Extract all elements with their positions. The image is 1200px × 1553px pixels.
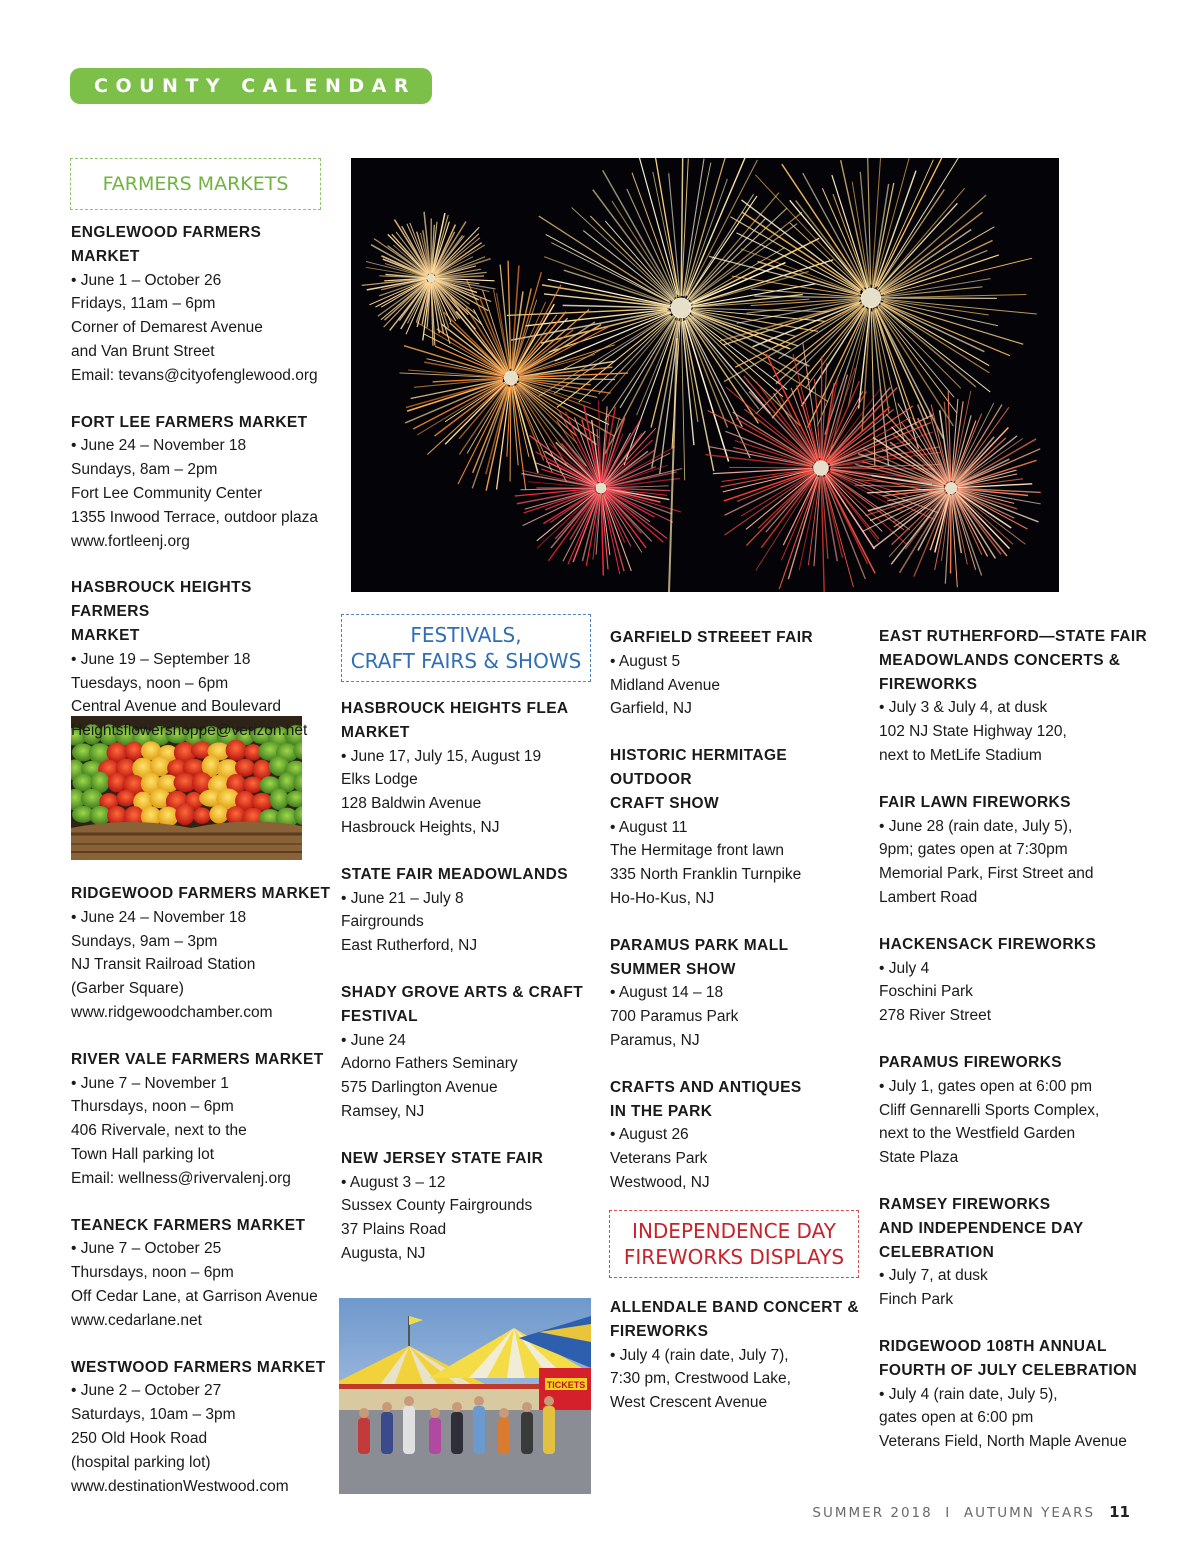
event-detail: Adorno Fathers Seminary — [341, 1055, 518, 1073]
event-title: ENGLEWOOD FARMERS MARKET — [71, 224, 262, 265]
event-listing — [610, 1296, 868, 1415]
event-listing — [71, 221, 333, 388]
event-detail: Garfield, NJ — [610, 700, 692, 718]
event-detail: The Hermitage front lawn — [610, 842, 785, 860]
event-detail: Tuesdays, noon – 6pm — [71, 674, 229, 692]
event-detail: • June 24 — [341, 1031, 406, 1049]
event-detail: Email: wellness@rivervalenj.org — [71, 1169, 291, 1187]
event-detail: Heightsflowershoppe@verizon.net — [71, 722, 308, 740]
footer-text: SUMMER 2018 I AUTUMN YEARS — [812, 1505, 1096, 1521]
event-detail: 102 NJ State Highway 120, — [879, 723, 1067, 741]
firework-trail — [669, 338, 677, 592]
event-listing — [341, 697, 601, 840]
event-title: HASBROUCK HEIGHTS FLEA — [341, 700, 569, 717]
event-detail: Finch Park — [879, 1291, 954, 1309]
fireworks-heading-line2: FIREWORKS DISPLAYS — [623, 1245, 845, 1269]
fireworks-illustration — [351, 158, 1059, 592]
event-detail: 278 River Street — [879, 1007, 991, 1025]
fireworks-photo — [351, 158, 1059, 592]
event-detail: • June 17, July 15, August 19 — [341, 747, 542, 765]
event-listing — [879, 791, 1159, 910]
event-title: SUMMER SHOW — [610, 960, 736, 978]
fireworks-column-left — [610, 1296, 868, 1415]
festivals-heading — [341, 614, 591, 682]
event-detail: Memorial Park, First Street and — [879, 865, 1094, 883]
firework-burst — [705, 343, 942, 592]
farmers-markets-heading — [70, 158, 321, 210]
event-detail: Augusta, NJ — [341, 1244, 426, 1262]
event-detail: Thursdays, noon – 6pm — [71, 1098, 234, 1116]
page-number: 11 — [1109, 1503, 1130, 1521]
fair-photo — [339, 1298, 591, 1494]
event-detail: West Crescent Avenue — [610, 1394, 768, 1412]
event-detail: Elks Lodge — [341, 771, 418, 789]
event-detail: (hospital parking lot) — [71, 1453, 211, 1471]
event-detail: 250 Old Hook Road — [71, 1429, 208, 1447]
event-detail: (Garber Square) — [71, 980, 184, 998]
event-detail: • August 14 – 18 — [610, 984, 724, 1002]
event-detail: Lambert Road — [879, 888, 978, 906]
event-title: HISTORIC HERMITAGE OUTDOOR — [610, 747, 788, 788]
event-detail: next to MetLife Stadium — [879, 746, 1042, 764]
event-title: SHADY GROVE ARTS & CRAFT — [341, 983, 584, 1001]
event-title: FAIR LAWN FIREWORKS — [879, 793, 1071, 811]
event-detail: Fairgrounds — [341, 913, 424, 931]
event-title: RAMSEY FIREWORKS — [879, 1195, 1051, 1213]
event-listing — [71, 1048, 333, 1191]
event-listing — [610, 934, 868, 1053]
event-detail: 335 North Franklin Turnpike — [610, 866, 802, 884]
event-title: EAST RUTHERFORD—STATE FAIR — [879, 628, 1148, 645]
event-detail: 37 Plains Road — [341, 1221, 447, 1239]
firework-burst — [855, 391, 1041, 587]
event-title: GARFIELD STREEET FAIR — [610, 629, 814, 646]
event-detail: East Rutherford, NJ — [341, 937, 478, 955]
event-listing — [610, 744, 868, 911]
event-detail: • June 7 – October 25 — [71, 1240, 222, 1258]
event-detail: • July 4 (rain date, July 5), — [879, 1385, 1058, 1403]
event-title: TEANECK FARMERS MARKET — [71, 1216, 306, 1234]
event-title: CRAFTS AND ANTIQUES — [610, 1078, 802, 1096]
event-detail: Central Avenue and Boulevard — [71, 698, 281, 716]
event-detail: Westwood, NJ — [610, 1173, 710, 1191]
event-title: FIREWORKS — [610, 1322, 709, 1340]
event-detail: Sundays, 8am – 2pm — [71, 461, 218, 479]
event-detail: 575 Darlington Avenue — [341, 1079, 498, 1097]
event-detail: Email: tevans@cityofenglewood.org — [71, 366, 318, 384]
page-footer — [800, 1500, 1130, 1524]
event-detail: www.destinationWestwood.com — [71, 1477, 289, 1495]
event-title: IN THE PARK — [610, 1102, 713, 1120]
fair-sign-text: TICKETS — [546, 1380, 586, 1390]
event-detail: Corner of Demarest Avenue — [71, 319, 263, 337]
event-detail: www.ridgewoodchamber.com — [71, 1003, 273, 1021]
event-detail: • August 5 — [610, 652, 681, 670]
event-detail: gates open at 6:00 pm — [879, 1409, 1034, 1427]
fireworks-column-right — [879, 625, 1159, 1454]
event-detail: Fort Lee Community Center — [71, 484, 263, 502]
event-listing — [71, 1356, 333, 1499]
farmers-markets-column-bottom — [71, 882, 333, 1498]
event-detail: • June 24 – November 18 — [71, 908, 247, 926]
event-title: FORT LEE FARMERS MARKET — [71, 413, 308, 431]
event-detail: Hasbrouck Heights, NJ — [341, 818, 500, 836]
festivals-column — [341, 697, 601, 1266]
farmers-markets-heading-text: FARMERS MARKETS — [102, 173, 289, 195]
event-title: ALLENDALE BAND CONCERT & — [610, 1299, 859, 1316]
event-title: PARAMUS PARK MALL — [610, 936, 789, 954]
event-detail: Town Hall parking lot — [71, 1145, 215, 1163]
event-listing — [71, 576, 333, 743]
firework-burst — [362, 212, 496, 346]
event-detail: www.fortleenj.org — [71, 532, 190, 550]
event-detail: • July 1, gates open at 6:00 pm — [879, 1077, 1093, 1095]
event-detail: Foschini Park — [879, 983, 973, 1001]
event-listing — [71, 882, 333, 1025]
event-detail: Saturdays, 10am – 3pm — [71, 1406, 236, 1424]
festivals-heading-line2: CRAFT FAIRS & SHOWS — [350, 649, 582, 673]
event-listing — [341, 1147, 601, 1266]
event-title: STATE FAIR MEADOWLANDS — [341, 865, 568, 883]
event-detail: Fridays, 11am – 6pm — [71, 295, 216, 313]
event-title: NEW JERSEY STATE FAIR — [341, 1149, 544, 1167]
event-detail: • June 19 – September 18 — [71, 650, 251, 668]
event-detail: • June 1 – October 26 — [71, 271, 222, 289]
event-listing — [879, 1335, 1159, 1454]
event-detail: NJ Transit Railroad Station — [71, 956, 256, 974]
event-title: CELEBRATION — [879, 1243, 995, 1261]
event-title: FOURTH OF JULY CELEBRATION — [879, 1361, 1138, 1379]
event-title: AND INDEPENDENCE DAY — [879, 1219, 1084, 1237]
event-detail: Sundays, 9am – 3pm — [71, 932, 218, 950]
event-detail: • July 4 (rain date, July 7), — [610, 1346, 789, 1364]
event-title: CRAFT SHOW — [610, 794, 720, 812]
event-detail: Ramsey, NJ — [341, 1102, 425, 1120]
event-detail: • June 21 – July 8 — [341, 889, 464, 907]
event-detail: next to the Westfield Garden — [879, 1125, 1076, 1143]
event-title: HASBROUCK HEIGHTS FARMERS — [71, 579, 252, 621]
event-listing — [879, 933, 1159, 1028]
event-detail: • August 26 — [610, 1126, 689, 1144]
fireworks-heading — [609, 1210, 859, 1278]
event-detail: • June 28 (rain date, July 5), — [879, 817, 1073, 835]
event-detail: 1355 Inwood Terrace, outdoor plaza — [71, 508, 319, 526]
event-detail: • July 7, at dusk — [879, 1267, 988, 1285]
event-listing — [71, 411, 333, 554]
event-detail: 7:30 pm, Crestwood Lake, — [610, 1370, 791, 1388]
event-listing — [610, 1076, 868, 1195]
section-banner: COUNTY CALENDAR — [70, 68, 432, 104]
event-detail: • June 7 – November 1 — [71, 1074, 229, 1092]
event-listing — [879, 1051, 1159, 1170]
event-detail: • July 3 & July 4, at dusk — [879, 699, 1048, 717]
event-detail: and Van Brunt Street — [71, 342, 215, 360]
event-title: MARKET — [71, 626, 140, 644]
event-listing — [879, 1193, 1159, 1312]
event-detail: • July 4 — [879, 959, 930, 977]
event-title: RIVER VALE FARMERS MARKET — [71, 1050, 324, 1068]
event-listing — [341, 863, 601, 958]
event-title: FIREWORKS — [879, 675, 978, 693]
farmers-markets-column-top — [71, 221, 333, 743]
event-detail: 9pm; gates open at 7:30pm — [879, 841, 1068, 859]
event-detail: • June 24 – November 18 — [71, 437, 247, 455]
fairs-column — [610, 626, 868, 1195]
event-detail: www.cedarlane.net — [71, 1311, 202, 1329]
event-listing — [341, 981, 601, 1124]
event-title: WESTWOOD FARMERS MARKET — [71, 1358, 326, 1376]
fair-illustration — [339, 1298, 591, 1494]
event-detail: 700 Paramus Park — [610, 1008, 739, 1026]
event-detail: Veterans Field, North Maple Avenue — [879, 1433, 1127, 1451]
event-detail: State Plaza — [879, 1149, 959, 1167]
event-title: PARAMUS FIREWORKS — [879, 1053, 1063, 1071]
event-title: MEADOWLANDS CONCERTS & — [879, 651, 1121, 669]
event-detail: • August 11 — [610, 818, 688, 836]
event-listing — [879, 625, 1159, 768]
event-title: RIDGEWOOD FARMERS MARKET — [71, 885, 331, 902]
event-detail: 406 Rivervale, next to the — [71, 1122, 247, 1140]
festivals-heading-line1: FESTIVALS, — [410, 623, 522, 647]
event-listing — [71, 1214, 333, 1333]
event-detail: Thursdays, noon – 6pm — [71, 1264, 234, 1282]
event-title: HACKENSACK FIREWORKS — [879, 935, 1097, 953]
event-detail: Veterans Park — [610, 1150, 708, 1168]
event-detail: • June 2 – October 27 — [71, 1382, 222, 1400]
event-detail: Ho-Ho-Kus, NJ — [610, 889, 715, 907]
event-detail: • August 3 – 12 — [341, 1173, 446, 1191]
event-detail: Midland Avenue — [610, 676, 721, 694]
event-detail: Paramus, NJ — [610, 1031, 700, 1049]
event-detail: Off Cedar Lane, at Garrison Avenue — [71, 1287, 318, 1305]
event-detail: Sussex County Fairgrounds — [341, 1197, 533, 1215]
event-detail: 128 Baldwin Avenue — [341, 795, 482, 813]
event-detail: Cliff Gennarelli Sports Complex, — [879, 1101, 1100, 1119]
event-title: RIDGEWOOD 108TH ANNUAL — [879, 1337, 1107, 1355]
event-title: MARKET — [341, 723, 410, 741]
event-title: FESTIVAL — [341, 1007, 418, 1025]
fireworks-heading-line1: INDEPENDENCE DAY — [632, 1219, 836, 1243]
event-listing — [610, 626, 868, 721]
